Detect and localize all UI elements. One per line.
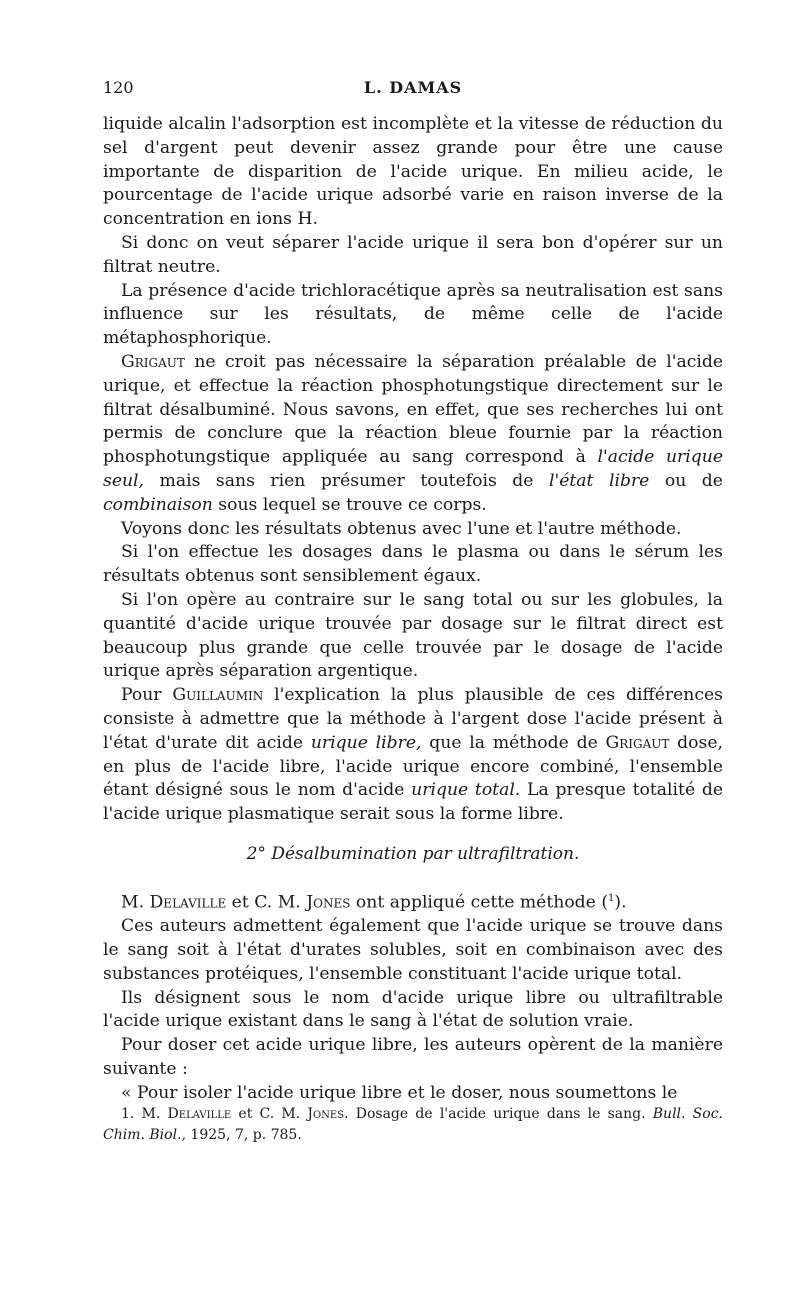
- text-run: l'explication la plus plausible de ces différences consiste à admettre que la méthode à l'argent dose l'acide présent à l'état d'urate dit acide: [103, 685, 723, 753]
- text-run: que la méthode de: [421, 732, 606, 753]
- text-run: ).: [614, 892, 627, 913]
- author-name: Guillaumin: [172, 685, 264, 706]
- text-run: ne croit pas nécessaire la séparation préalable de l'acide urique, et effectue la réaction phosphotungstique directement sur le filtrat désalbuminé. Nous savons, en effet, que ses recherches lui ont permis de conclure que la réaction bleue fournie par la réaction phosphotungstique appliquée au sang correspond à: [103, 351, 723, 468]
- footnote: [103, 1104, 723, 1146]
- text-run: et C. M.: [231, 1106, 308, 1122]
- paragraph-3: La présence d'acide trichloracétique après sa neutralisation est sans influence sur les résultats, de même celle de l'acide métaphosphorique.: [103, 280, 723, 349]
- emphasis: urique libre,: [310, 732, 422, 753]
- text-run: Pour: [121, 685, 173, 706]
- emphasis: l'état libre: [549, 470, 650, 491]
- paragraph-5: Voyons donc les résultats obtenus avec l'une et l'autre méthode.: [121, 518, 682, 539]
- text-run: 1925, 7, p. 785.: [185, 1127, 302, 1143]
- paragraph-12: Pour doser cet acide urique libre, les auteurs opèrent de la manière suivante :: [103, 1035, 723, 1080]
- paragraph-13: « Pour isoler l'acide urique libre et le doser, nous soumettons le: [121, 1082, 678, 1103]
- paragraph-6: Si l'on effectue les dosages dans le plasma ou dans le sérum les résultats obtenus sont sensiblement égaux.: [103, 542, 723, 587]
- running-head-author: L. DAMAS: [363, 78, 463, 97]
- paragraph-2: Si donc on veut séparer l'acide urique il sera bon d'opérer sur un filtrat neutre.: [103, 232, 723, 277]
- running-header: [103, 78, 723, 100]
- author-name: Jones: [306, 892, 351, 913]
- paragraph-10: Ces auteurs admettent également que l'acide urique se trouve dans le sang soit à l'état d'urates solubles, soit en combinaison avec des substances protéiques, l'ensemble constituant l'acide urique total.: [103, 916, 723, 984]
- text-run: sous lequel se trouve ce corps.: [212, 494, 487, 515]
- text-run: mais sans rien présumer toutefois de: [144, 470, 549, 491]
- paragraph-4: [103, 351, 723, 518]
- body-text: [103, 113, 723, 1106]
- footnote-ref[interactable]: 1: [608, 892, 615, 904]
- author-name: Grigaut: [121, 351, 185, 372]
- paragraph-8: [103, 684, 723, 827]
- text-run: dose, en plus de l'acide libre, l'acide urique encore combiné, l'ensemble étant désigné sous le nom d'acide: [103, 732, 723, 801]
- page-number: 120: [103, 78, 134, 97]
- emphasis: urique total.: [411, 780, 521, 801]
- text-run: ou de: [649, 470, 723, 491]
- footnote-1: [103, 1104, 723, 1146]
- text-run: M.: [121, 892, 150, 913]
- paragraph-11: Ils désignent sous le nom d'acide urique libre ou ultrafiltrable l'acide urique existant dans le sang à l'état de solution vraie.: [103, 987, 723, 1032]
- text-run: ont appliqué cette méthode (: [350, 892, 609, 913]
- author-name: Grigaut: [605, 732, 670, 753]
- author-name: Delaville: [167, 1106, 232, 1122]
- paragraph-7: Si l'on opère au contraire sur le sang total ou sur les globules, la quantité d'acide urique trouvée par dosage sur le filtrat direct est beaucoup plus grande que celle trouvée par le dosage de l'acide urique après séparation argentique.: [103, 589, 723, 682]
- author-name: Jones: [307, 1106, 345, 1122]
- journal-title: Bull. Soc. Chim. Biol.,: [103, 1106, 723, 1143]
- emphasis: l'acide urique seul,: [103, 447, 723, 491]
- paragraph-9: [103, 887, 723, 916]
- paragraph-1: liquide alcalin l'adsorption est incomplète et la vitesse de réduction du sel d'argent peut devenir assez grande pour être une cause importante de disparition de l'acide urique. En milieu acide, le pourcentage de l'acide urique adsorbé varie en raison inverse de la concentration en ions H.: [103, 114, 723, 230]
- text-run: et C. M.: [226, 892, 307, 913]
- emphasis: combinaison: [103, 494, 213, 515]
- text-run: 1. M.: [121, 1106, 168, 1122]
- section-title: 2° Désalbumination par ultrafiltration.: [246, 843, 580, 864]
- text-run: La presque totalité de l'acide urique plasmatique serait sous la forme libre.: [103, 780, 724, 825]
- text-run: . Dosage de l'acide urique dans le sang.: [344, 1106, 653, 1122]
- author-name: Delaville: [149, 892, 227, 913]
